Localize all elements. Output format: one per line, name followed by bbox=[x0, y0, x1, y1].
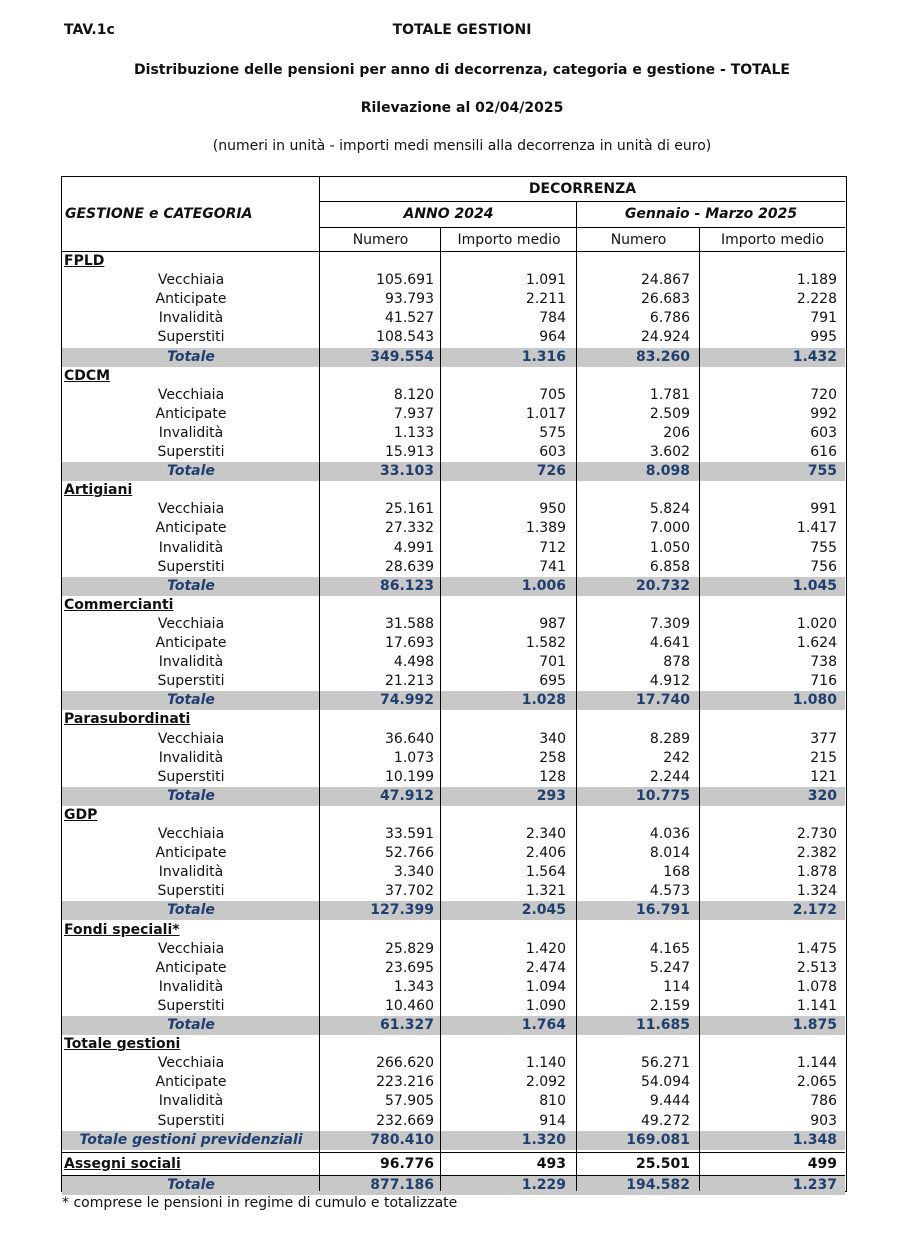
importo-2025: 1.189 bbox=[796, 272, 837, 289]
pensions-table bbox=[61, 176, 847, 1192]
numero-2025: 24.924 bbox=[641, 329, 690, 346]
importo-2024: 1.582 bbox=[525, 635, 566, 651]
importo-2024: 1.229 bbox=[521, 1176, 566, 1193]
numero-2025: 1.781 bbox=[649, 386, 690, 403]
importo-2025: 1.237 bbox=[792, 1176, 837, 1193]
category-label: Superstiti bbox=[157, 558, 225, 575]
numero-2024: 31.588 bbox=[385, 615, 434, 632]
numero-2024: 61.327 bbox=[379, 1017, 434, 1033]
section-total-row bbox=[62, 787, 845, 806]
category-label: Superstiti bbox=[157, 329, 225, 346]
numero-2025: 8.098 bbox=[645, 463, 690, 480]
numero-2025: 169.081 bbox=[626, 1131, 690, 1148]
section-total-row bbox=[62, 901, 845, 920]
importo-2024: 1.320 bbox=[521, 1131, 566, 1148]
numero-2024: 27.332 bbox=[385, 520, 434, 537]
importo-2024: 293 bbox=[536, 787, 566, 804]
numero-2025: 5.247 bbox=[649, 959, 690, 976]
importo-2024: 712 bbox=[539, 539, 566, 556]
importo-2025: 603 bbox=[810, 424, 837, 441]
importo-2025: 755 bbox=[810, 539, 837, 556]
numero-2025: 7.000 bbox=[649, 520, 690, 537]
category-label: Anticipate bbox=[155, 291, 227, 308]
table-row bbox=[62, 844, 845, 863]
importo-2024: 784 bbox=[539, 310, 566, 327]
total-label: Totale bbox=[167, 902, 215, 919]
numero-2025: 6.786 bbox=[649, 310, 690, 327]
numero-2025: 26.683 bbox=[641, 291, 690, 308]
table-row bbox=[62, 309, 845, 328]
col-numero-2025: Numero bbox=[610, 232, 667, 248]
table-row bbox=[62, 863, 845, 882]
table-row bbox=[62, 443, 845, 462]
numero-2024: 25.829 bbox=[385, 940, 434, 957]
importo-2024: 701 bbox=[539, 654, 566, 671]
importo-2024: 695 bbox=[539, 673, 566, 690]
numero-2025: 11.685 bbox=[635, 1017, 690, 1033]
period-2024-header: ANNO 2024 bbox=[403, 206, 494, 222]
category-label: Anticipate bbox=[155, 635, 227, 651]
table-row bbox=[62, 959, 845, 978]
importo-2025: 2.513 bbox=[796, 959, 837, 976]
row-header-label: GESTIONE e CATEGORIA bbox=[65, 206, 253, 222]
importo-2024: 1.321 bbox=[525, 883, 566, 900]
numero-2025: 49.272 bbox=[641, 1112, 690, 1129]
importo-2025: 1.417 bbox=[796, 520, 837, 537]
table-code: TAV.1c bbox=[64, 22, 115, 38]
importo-2024: 258 bbox=[539, 749, 566, 766]
numero-2024: 232.669 bbox=[376, 1112, 434, 1129]
importo-2025: 1.432 bbox=[792, 348, 837, 365]
numero-2024: 86.123 bbox=[379, 577, 434, 594]
importo-2025: 1.080 bbox=[792, 692, 837, 709]
numero-2025: 4.036 bbox=[649, 826, 690, 842]
numero-2024: 23.695 bbox=[385, 959, 434, 976]
table-row bbox=[62, 634, 845, 653]
importo-2025: 1.324 bbox=[796, 883, 837, 900]
numero-2024: 93.793 bbox=[385, 291, 434, 308]
importo-2025: 1.078 bbox=[796, 978, 837, 995]
category-label: Vecchiaia bbox=[157, 386, 225, 403]
category-label: Anticipate bbox=[155, 845, 227, 862]
importo-2025: 1.045 bbox=[792, 577, 837, 594]
category-label: Invalidità bbox=[158, 1093, 224, 1110]
numero-2025: 168 bbox=[663, 864, 690, 881]
numero-2024: 96.776 bbox=[379, 1155, 434, 1172]
importo-2024: 950 bbox=[539, 501, 566, 518]
importo-2025: 738 bbox=[810, 654, 837, 671]
importo-2024: 1.764 bbox=[521, 1017, 566, 1033]
importo-2025: 755 bbox=[807, 463, 837, 480]
numero-2025: 4.912 bbox=[649, 673, 690, 690]
category-label: Invalidità bbox=[158, 424, 224, 441]
importo-2024: 340 bbox=[539, 730, 566, 747]
section-title: Fondi speciali* bbox=[64, 921, 180, 938]
numero-2025: 194.582 bbox=[626, 1176, 690, 1193]
category-label: Vecchiaia bbox=[157, 940, 225, 957]
table-row bbox=[62, 749, 845, 768]
numero-2024: 15.913 bbox=[385, 444, 434, 460]
importo-2025: 1.348 bbox=[792, 1131, 837, 1148]
importo-2024: 810 bbox=[539, 1093, 566, 1110]
survey-date: Rilevazione al 02/04/2025 bbox=[360, 100, 564, 116]
importo-2024: 964 bbox=[539, 329, 566, 346]
importo-2025: 720 bbox=[810, 386, 837, 403]
numero-2024: 780.410 bbox=[370, 1131, 434, 1148]
importo-2025: 991 bbox=[810, 501, 837, 518]
table-subtitle: Distribuzione delle pensioni per anno di decorrenza, categoria e gestione - TOTALE bbox=[134, 62, 790, 78]
importo-2025: 1.020 bbox=[796, 615, 837, 632]
importo-2024: 2.340 bbox=[525, 826, 566, 842]
total-label: Totale bbox=[167, 692, 215, 709]
numero-2024: 108.543 bbox=[376, 329, 434, 346]
importo-2025: 1.875 bbox=[792, 1017, 837, 1033]
table-row bbox=[62, 328, 845, 347]
section-title: Commercianti bbox=[64, 596, 174, 613]
category-label: Invalidità bbox=[158, 749, 224, 766]
numero-2025: 114 bbox=[663, 978, 690, 995]
importo-2024: 1.091 bbox=[525, 272, 566, 289]
table-row bbox=[62, 539, 845, 558]
table-row bbox=[62, 672, 845, 691]
importo-2025: 1.141 bbox=[796, 997, 837, 1014]
table-row bbox=[62, 1054, 845, 1073]
numero-2025: 1.050 bbox=[649, 539, 690, 556]
units-note: (numeri in unità - importi medi mensili alla decorrenza in unità di euro) bbox=[212, 138, 712, 154]
numero-2025: 56.271 bbox=[641, 1055, 690, 1072]
table-row bbox=[62, 615, 845, 634]
numero-2024: 1.343 bbox=[393, 978, 434, 995]
category-label: Vecchiaia bbox=[157, 615, 225, 632]
numero-2025: 83.260 bbox=[635, 348, 690, 365]
category-label: Anticipate bbox=[155, 520, 227, 537]
table-row bbox=[62, 940, 845, 959]
numero-2025: 24.867 bbox=[641, 272, 690, 289]
numero-2025: 7.309 bbox=[649, 615, 690, 632]
section-total-row bbox=[62, 462, 845, 481]
section-title: CDCM bbox=[64, 367, 111, 384]
table-row bbox=[62, 653, 845, 672]
numero-2024: 1.073 bbox=[393, 749, 434, 766]
numero-2025: 4.641 bbox=[649, 635, 690, 651]
numero-2024: 266.620 bbox=[376, 1055, 434, 1072]
table-row bbox=[62, 1112, 845, 1131]
category-label: Vecchiaia bbox=[157, 501, 225, 518]
importo-2024: 1.090 bbox=[525, 997, 566, 1014]
numero-2024: 52.766 bbox=[385, 845, 434, 862]
importo-2025: 499 bbox=[807, 1155, 837, 1172]
category-label: Invalidità bbox=[158, 864, 224, 881]
importo-2025: 320 bbox=[807, 787, 837, 804]
numero-2025: 878 bbox=[663, 654, 690, 671]
section-total-row bbox=[62, 691, 845, 710]
numero-2024: 28.639 bbox=[385, 558, 434, 575]
table-row bbox=[62, 1073, 845, 1092]
section-title: Artigiani bbox=[64, 482, 133, 499]
total-label: Totale bbox=[167, 1017, 215, 1033]
table-row bbox=[62, 1092, 845, 1111]
importo-2024: 2.092 bbox=[525, 1074, 566, 1091]
category-label: Anticipate bbox=[155, 405, 227, 422]
numero-2025: 54.094 bbox=[641, 1074, 690, 1091]
category-label: Invalidità bbox=[158, 310, 224, 327]
importo-2024: 603 bbox=[539, 444, 566, 460]
numero-2025: 5.824 bbox=[649, 501, 690, 518]
importo-2025: 377 bbox=[810, 730, 837, 747]
importo-2024: 1.028 bbox=[521, 692, 566, 709]
col-importo-2024: Importo medio bbox=[457, 232, 561, 248]
numero-2024: 37.702 bbox=[385, 883, 434, 900]
total-label: Totale bbox=[167, 463, 215, 480]
numero-2025: 206 bbox=[663, 424, 690, 441]
importo-2024: 705 bbox=[539, 386, 566, 403]
table-row bbox=[62, 424, 845, 443]
grand-total-label: Totale bbox=[167, 1176, 215, 1193]
importo-2025: 716 bbox=[810, 673, 837, 690]
importo-2025: 2.730 bbox=[796, 826, 837, 842]
numero-2025: 3.602 bbox=[649, 444, 690, 460]
section-title: Totale gestioni bbox=[64, 1036, 181, 1053]
numero-2024: 21.213 bbox=[385, 673, 434, 690]
numero-2024: 105.691 bbox=[376, 272, 434, 289]
section-total-row bbox=[62, 1131, 845, 1150]
numero-2024: 877.186 bbox=[370, 1176, 434, 1193]
importo-2025: 2.172 bbox=[792, 902, 837, 919]
grand-total-row bbox=[62, 1176, 845, 1195]
importo-2025: 2.228 bbox=[796, 291, 837, 308]
importo-2024: 741 bbox=[539, 558, 566, 575]
numero-2025: 2.159 bbox=[649, 997, 690, 1014]
table-row bbox=[62, 500, 845, 519]
section-total-row bbox=[62, 577, 845, 596]
category-label: Anticipate bbox=[155, 1074, 227, 1091]
numero-2024: 25.161 bbox=[385, 501, 434, 518]
category-label: Superstiti bbox=[157, 997, 225, 1014]
importo-2025: 992 bbox=[810, 405, 837, 422]
decorrenza-header: DECORRENZA bbox=[528, 181, 637, 197]
importo-2024: 2.474 bbox=[525, 959, 566, 976]
importo-2025: 2.065 bbox=[796, 1074, 837, 1091]
numero-2024: 74.992 bbox=[379, 692, 434, 709]
category-label: Invalidità bbox=[158, 654, 224, 671]
footnote: * comprese le pensioni in regime di cumulo e totalizzate bbox=[62, 1195, 458, 1211]
category-label: Invalidità bbox=[158, 539, 224, 556]
numero-2024: 1.133 bbox=[393, 424, 434, 441]
importo-2024: 2.211 bbox=[525, 291, 566, 308]
category-label: Superstiti bbox=[157, 883, 225, 900]
importo-2025: 791 bbox=[810, 310, 837, 327]
importo-2024: 2.406 bbox=[525, 845, 566, 862]
importo-2025: 903 bbox=[810, 1112, 837, 1129]
page-title: TOTALE GESTIONI bbox=[392, 22, 532, 38]
numero-2025: 6.858 bbox=[649, 558, 690, 575]
importo-2024: 575 bbox=[539, 424, 566, 441]
category-label: Superstiti bbox=[157, 444, 225, 460]
numero-2024: 3.340 bbox=[393, 864, 434, 881]
numero-2024: 4.991 bbox=[393, 539, 434, 556]
table-row bbox=[62, 405, 845, 424]
section-title: Parasubordinati bbox=[64, 711, 191, 728]
total-label: Totale bbox=[167, 577, 215, 594]
importo-2025: 215 bbox=[810, 749, 837, 766]
numero-2025: 4.573 bbox=[649, 883, 690, 900]
table-row bbox=[62, 978, 845, 997]
importo-2025: 1.624 bbox=[796, 635, 837, 651]
numero-2025: 242 bbox=[663, 749, 690, 766]
importo-2024: 1.017 bbox=[525, 405, 566, 422]
numero-2024: 41.527 bbox=[385, 310, 434, 327]
numero-2024: 47.912 bbox=[379, 787, 434, 804]
numero-2024: 57.905 bbox=[385, 1093, 434, 1110]
numero-2024: 36.640 bbox=[385, 730, 434, 747]
table-row bbox=[62, 730, 845, 749]
assegni-row bbox=[62, 1155, 845, 1174]
category-label: Superstiti bbox=[157, 673, 225, 690]
importo-2024: 128 bbox=[539, 768, 566, 785]
importo-2025: 995 bbox=[810, 329, 837, 346]
importo-2025: 121 bbox=[810, 768, 837, 785]
importo-2024: 2.045 bbox=[521, 902, 566, 919]
table-row bbox=[62, 825, 845, 844]
importo-2024: 493 bbox=[536, 1155, 566, 1172]
importo-2025: 616 bbox=[810, 444, 837, 460]
numero-2025: 9.444 bbox=[649, 1093, 690, 1110]
numero-2025: 8.289 bbox=[649, 730, 690, 747]
numero-2025: 2.244 bbox=[649, 768, 690, 785]
numero-2024: 17.693 bbox=[385, 635, 434, 651]
table-row bbox=[62, 386, 845, 405]
period-2025-header: Gennaio - Marzo 2025 bbox=[624, 206, 798, 222]
numero-2024: 349.554 bbox=[370, 348, 434, 365]
numero-2024: 7.937 bbox=[393, 405, 434, 422]
table-row bbox=[62, 768, 845, 787]
category-label: Superstiti bbox=[157, 768, 225, 785]
importo-2025: 756 bbox=[810, 558, 837, 575]
importo-2024: 914 bbox=[539, 1112, 566, 1129]
assegni-title: Assegni sociali bbox=[64, 1155, 181, 1172]
numero-2024: 4.498 bbox=[393, 654, 434, 671]
table-row bbox=[62, 882, 845, 901]
importo-2024: 1.564 bbox=[525, 864, 566, 881]
importo-2024: 1.316 bbox=[521, 348, 566, 365]
table-row bbox=[62, 558, 845, 577]
numero-2024: 10.460 bbox=[385, 997, 434, 1014]
numero-2025: 25.501 bbox=[635, 1155, 690, 1172]
section-title: GDP bbox=[64, 806, 98, 823]
category-label: Anticipate bbox=[155, 959, 227, 976]
category-label: Vecchiaia bbox=[157, 826, 225, 842]
divider bbox=[62, 1152, 845, 1153]
importo-2025: 786 bbox=[810, 1093, 837, 1110]
table-row bbox=[62, 290, 845, 309]
importo-2024: 1.006 bbox=[521, 577, 566, 594]
numero-2025: 16.791 bbox=[635, 902, 690, 919]
table-row bbox=[62, 271, 845, 290]
numero-2025: 10.775 bbox=[635, 787, 690, 804]
numero-2024: 33.591 bbox=[385, 826, 434, 842]
category-label: Vecchiaia bbox=[157, 730, 225, 747]
section-total-row bbox=[62, 348, 845, 367]
category-label: Vecchiaia bbox=[157, 272, 225, 289]
total-label: Totale bbox=[167, 348, 215, 365]
importo-2025: 1.878 bbox=[796, 864, 837, 881]
numero-2024: 10.199 bbox=[385, 768, 434, 785]
total-label: Totale bbox=[167, 787, 215, 804]
importo-2024: 1.094 bbox=[525, 978, 566, 995]
numero-2024: 223.216 bbox=[376, 1074, 434, 1091]
section-title: FPLD bbox=[64, 253, 105, 269]
numero-2025: 20.732 bbox=[635, 577, 690, 594]
importo-2024: 987 bbox=[539, 615, 566, 632]
col-numero-2024: Numero bbox=[352, 232, 409, 248]
numero-2025: 2.509 bbox=[649, 405, 690, 422]
category-label: Superstiti bbox=[157, 1112, 225, 1129]
importo-2024: 1.420 bbox=[525, 940, 566, 957]
importo-2024: 726 bbox=[536, 463, 566, 480]
section-total-row bbox=[62, 1016, 845, 1035]
numero-2024: 127.399 bbox=[370, 902, 434, 919]
table-row bbox=[62, 519, 845, 538]
importo-2024: 1.389 bbox=[525, 520, 566, 537]
col-importo-2025: Importo medio bbox=[720, 232, 825, 248]
numero-2025: 4.165 bbox=[649, 940, 690, 957]
total-label: Totale gestioni previdenziali bbox=[79, 1131, 303, 1148]
numero-2024: 33.103 bbox=[379, 463, 434, 480]
numero-2025: 8.014 bbox=[649, 845, 690, 862]
category-label: Invalidità bbox=[158, 978, 224, 995]
table-row bbox=[62, 997, 845, 1016]
numero-2024: 8.120 bbox=[393, 386, 434, 403]
numero-2025: 17.740 bbox=[635, 692, 690, 709]
category-label: Vecchiaia bbox=[157, 1055, 225, 1072]
importo-2024: 1.140 bbox=[525, 1055, 566, 1072]
importo-2025: 2.382 bbox=[796, 845, 837, 862]
importo-2025: 1.144 bbox=[796, 1055, 837, 1072]
importo-2025: 1.475 bbox=[796, 940, 837, 957]
